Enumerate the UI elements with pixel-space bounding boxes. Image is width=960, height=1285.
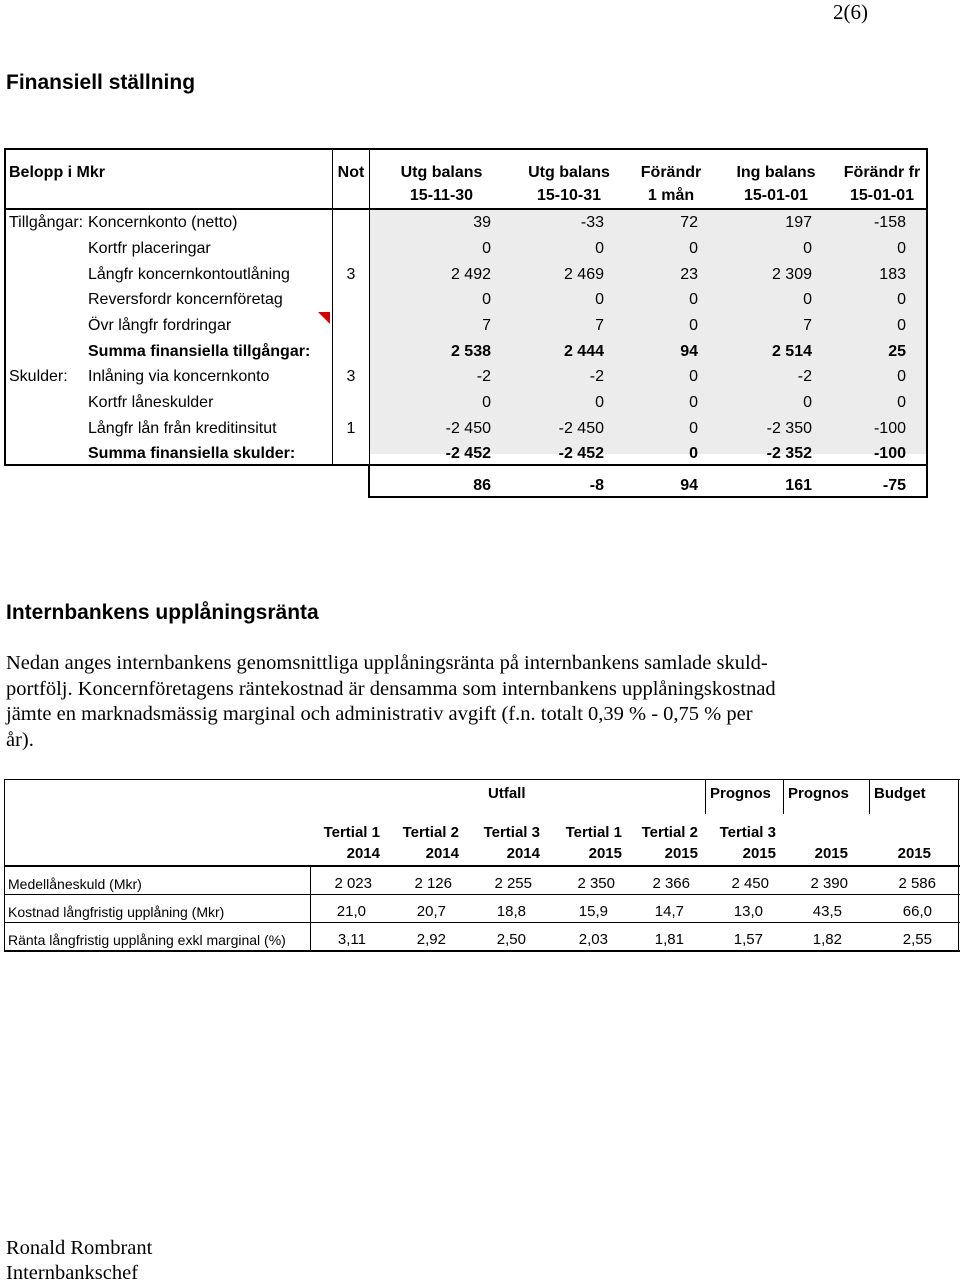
cell-value: 0 <box>689 291 698 308</box>
cell-value: 0 <box>897 394 906 411</box>
group-header-prognos: Prognos <box>788 785 849 802</box>
cell-value: 2 390 <box>810 875 848 892</box>
cell-value: 7 <box>803 317 812 334</box>
header-c3-l2: 1 mån <box>647 187 695 204</box>
cell-value: 13,0 <box>733 903 763 920</box>
cell-value: -2 450 <box>445 420 491 437</box>
cell-value: 2 023 <box>334 875 372 892</box>
header-c2-l1: Utg balans <box>528 164 610 181</box>
header-c3-l1: Förändr <box>640 164 702 181</box>
cell-value: 2 350 <box>577 875 615 892</box>
cell-value: 0 <box>595 240 604 257</box>
cell-value: -2 <box>476 368 491 385</box>
row-label: Medellåneskuld (Mkr) <box>8 876 142 892</box>
col-divider <box>369 148 370 498</box>
cell-value: 0 <box>897 368 906 385</box>
cell-value: -2 352 <box>766 445 812 462</box>
cell-value: 21,0 <box>336 903 366 920</box>
cell-value: 7 <box>595 317 604 334</box>
header-c1-l2: 15-11-30 <box>409 187 474 204</box>
col-header: 2015 <box>742 845 776 862</box>
cell-value: 2 469 <box>563 266 604 283</box>
group-label-liabilities: Skulder: <box>9 368 68 385</box>
col-header: Tertial 1 <box>323 824 380 841</box>
net-row-border <box>368 464 928 498</box>
cell-value: -2 350 <box>766 420 812 437</box>
cell-value: 2 492 <box>450 266 491 283</box>
cell-value: -2 <box>589 368 604 385</box>
cell-value: 2 309 <box>771 266 812 283</box>
cell-value: 0 <box>897 317 906 334</box>
cell-value: 66,0 <box>902 903 932 920</box>
cell-value: -158 <box>873 214 906 231</box>
cell-value: 2,03 <box>578 931 608 948</box>
row-label: Långfr koncernkontoutlåning <box>88 266 290 283</box>
col-header: 2015 <box>664 845 698 862</box>
row-label-sum-liabilities: Summa finansiella skulder: <box>88 445 296 462</box>
net-value: -8 <box>589 477 604 494</box>
cell-value: 0 <box>482 240 491 257</box>
cell-value: 3,11 <box>337 931 366 948</box>
cell-value: 2 514 <box>771 343 812 360</box>
header-amount: Belopp i Mkr <box>9 164 106 181</box>
row-label: Långfr lån från kreditinsitut <box>88 420 277 437</box>
cell-value: 0 <box>803 291 812 308</box>
group-divider <box>705 779 706 814</box>
net-value: 86 <box>473 477 491 494</box>
cell-value: 2,55 <box>902 931 932 948</box>
cell-value: 0 <box>689 420 698 437</box>
cell-value: 0 <box>482 394 491 411</box>
cell-value: -2 452 <box>558 445 604 462</box>
cell-value: -2 452 <box>445 445 491 462</box>
header-c5-l1: Förändr fr <box>843 164 921 181</box>
col-header: Tertial 2 <box>402 824 459 841</box>
col-divider <box>332 148 333 466</box>
cell-value: 25 <box>888 343 906 360</box>
row-label: Inlåning via koncernkonto <box>88 368 270 385</box>
cell-value: 0 <box>897 291 906 308</box>
row-not: 3 <box>346 368 356 385</box>
cell-value: 0 <box>689 445 698 462</box>
group-divider <box>783 779 784 814</box>
signature-name: Ronald Rombrant <box>6 1237 153 1259</box>
col-header: 2014 <box>346 845 380 862</box>
cell-value: 2 255 <box>494 875 532 892</box>
row-label: Övr långfr fordringar <box>88 317 232 334</box>
cell-value: 72 <box>680 214 698 231</box>
cell-value: 2 586 <box>898 875 936 892</box>
page-number: 2(6) <box>833 0 868 24</box>
paragraph-line: portfölj. Koncernföretagens räntekostnad är densamma som internbankens upplåningskostnad <box>6 677 776 700</box>
cell-value: 1,82 <box>812 931 842 948</box>
cell-value: 2 126 <box>414 875 452 892</box>
col-header: Tertial 2 <box>641 824 698 841</box>
row-not: 3 <box>346 266 356 283</box>
cell-value: 0 <box>897 240 906 257</box>
header-c4-l1: Ing balans <box>736 164 816 181</box>
comment-marker-icon <box>318 312 330 324</box>
signature-role: Internbankschef <box>6 1262 139 1284</box>
label-col-divider <box>310 865 311 951</box>
section-title-borrowing-rate: Internbankens upplåningsränta <box>6 601 319 624</box>
cell-value: 183 <box>879 266 906 283</box>
net-value: 94 <box>680 477 698 494</box>
cell-value: 1,57 <box>733 931 763 948</box>
cell-value: -33 <box>580 214 604 231</box>
header-divider <box>4 208 928 210</box>
rate-table <box>4 779 960 953</box>
row-label: Kortfr placeringar <box>88 240 211 257</box>
col-header: 2014 <box>425 845 459 862</box>
cell-value: 0 <box>482 291 491 308</box>
balance-table <box>4 148 928 498</box>
cell-value: -100 <box>873 420 906 437</box>
bottom-border <box>4 950 960 952</box>
group-header-utfall: Utfall <box>488 785 526 802</box>
cell-value: 0 <box>689 394 698 411</box>
col-header: 2015 <box>814 845 848 862</box>
cell-value: 18,8 <box>496 903 526 920</box>
cell-value: -100 <box>873 445 906 462</box>
cell-value: 94 <box>680 343 698 360</box>
paragraph-line: Nedan anges internbankens genomsnittliga upplåningsränta på internbankens samlade skuld- <box>6 652 768 674</box>
cell-value: 0 <box>803 240 812 257</box>
cell-value: 0 <box>689 368 698 385</box>
description-paragraph <box>6 651 856 753</box>
cell-value: 0 <box>803 394 812 411</box>
cell-value: -2 450 <box>558 420 604 437</box>
cell-value: 197 <box>785 214 812 231</box>
row-divider <box>4 894 960 895</box>
cell-value: 7 <box>482 317 491 334</box>
cell-value: 14,7 <box>654 903 684 920</box>
row-label: Reversfordr koncernföretag <box>88 291 283 308</box>
cell-value: 0 <box>689 240 698 257</box>
group-divider <box>869 779 870 814</box>
row-label: Ränta långfristig upplåning exkl marginal (%) <box>8 932 286 948</box>
paragraph-line: år). <box>6 728 34 751</box>
row-label-sum-assets: Summa finansiella tillgångar: <box>88 343 311 360</box>
cell-value: 0 <box>595 394 604 411</box>
header-divider <box>4 865 960 867</box>
group-label-assets: Tillgångar: <box>9 214 84 231</box>
cell-value: 1,81 <box>654 931 684 948</box>
paragraph-line: jämte en marknadsmässig marginal och administrativ avgift (f.n. totalt 0,39 % - 0,75 % per <box>6 703 753 725</box>
cell-value: 15,9 <box>578 903 608 920</box>
cell-value: -2 <box>797 368 812 385</box>
section-title-financial-position: Finansiell ställning <box>6 71 196 94</box>
net-value: -75 <box>882 477 906 494</box>
cell-value: 23 <box>680 266 698 283</box>
row-not: 1 <box>346 420 356 437</box>
cell-value: 43,5 <box>812 903 842 920</box>
cell-value: 0 <box>595 291 604 308</box>
group-header-prognos: Prognos <box>710 785 771 802</box>
col-header: Tertial 1 <box>565 824 622 841</box>
cell-value: 2 444 <box>563 343 604 360</box>
col-header: Tertial 3 <box>719 824 776 841</box>
group-header-budget: Budget <box>874 785 926 802</box>
cell-value: 2 538 <box>450 343 491 360</box>
header-c5-l2: 15-01-01 <box>849 187 915 204</box>
col-header: 2015 <box>897 845 931 862</box>
col-header: 2014 <box>506 845 540 862</box>
cell-value: 2,92 <box>416 931 446 948</box>
cell-value: 2,50 <box>496 931 526 948</box>
header-not: Not <box>337 164 365 181</box>
header-c2-l2: 15-10-31 <box>536 187 602 204</box>
top-border <box>4 779 960 780</box>
header-c1-l1: Utg balans <box>400 164 483 181</box>
net-value: 161 <box>785 477 812 494</box>
row-label: Kostnad långfristig upplåning (Mkr) <box>8 904 225 920</box>
cell-value: 39 <box>473 214 491 231</box>
row-label: Kortfr låneskulder <box>88 394 214 411</box>
cell-value: 2 450 <box>731 875 769 892</box>
cell-value: 2 366 <box>652 875 690 892</box>
cell-value: 20,7 <box>416 903 446 920</box>
cell-value: 0 <box>689 317 698 334</box>
row-divider <box>4 922 960 923</box>
header-c4-l2: 15-01-01 <box>743 187 809 204</box>
col-header: 2015 <box>588 845 622 862</box>
col-header: Tertial 3 <box>483 824 540 841</box>
row-label: Koncernkonto (netto) <box>88 214 238 231</box>
